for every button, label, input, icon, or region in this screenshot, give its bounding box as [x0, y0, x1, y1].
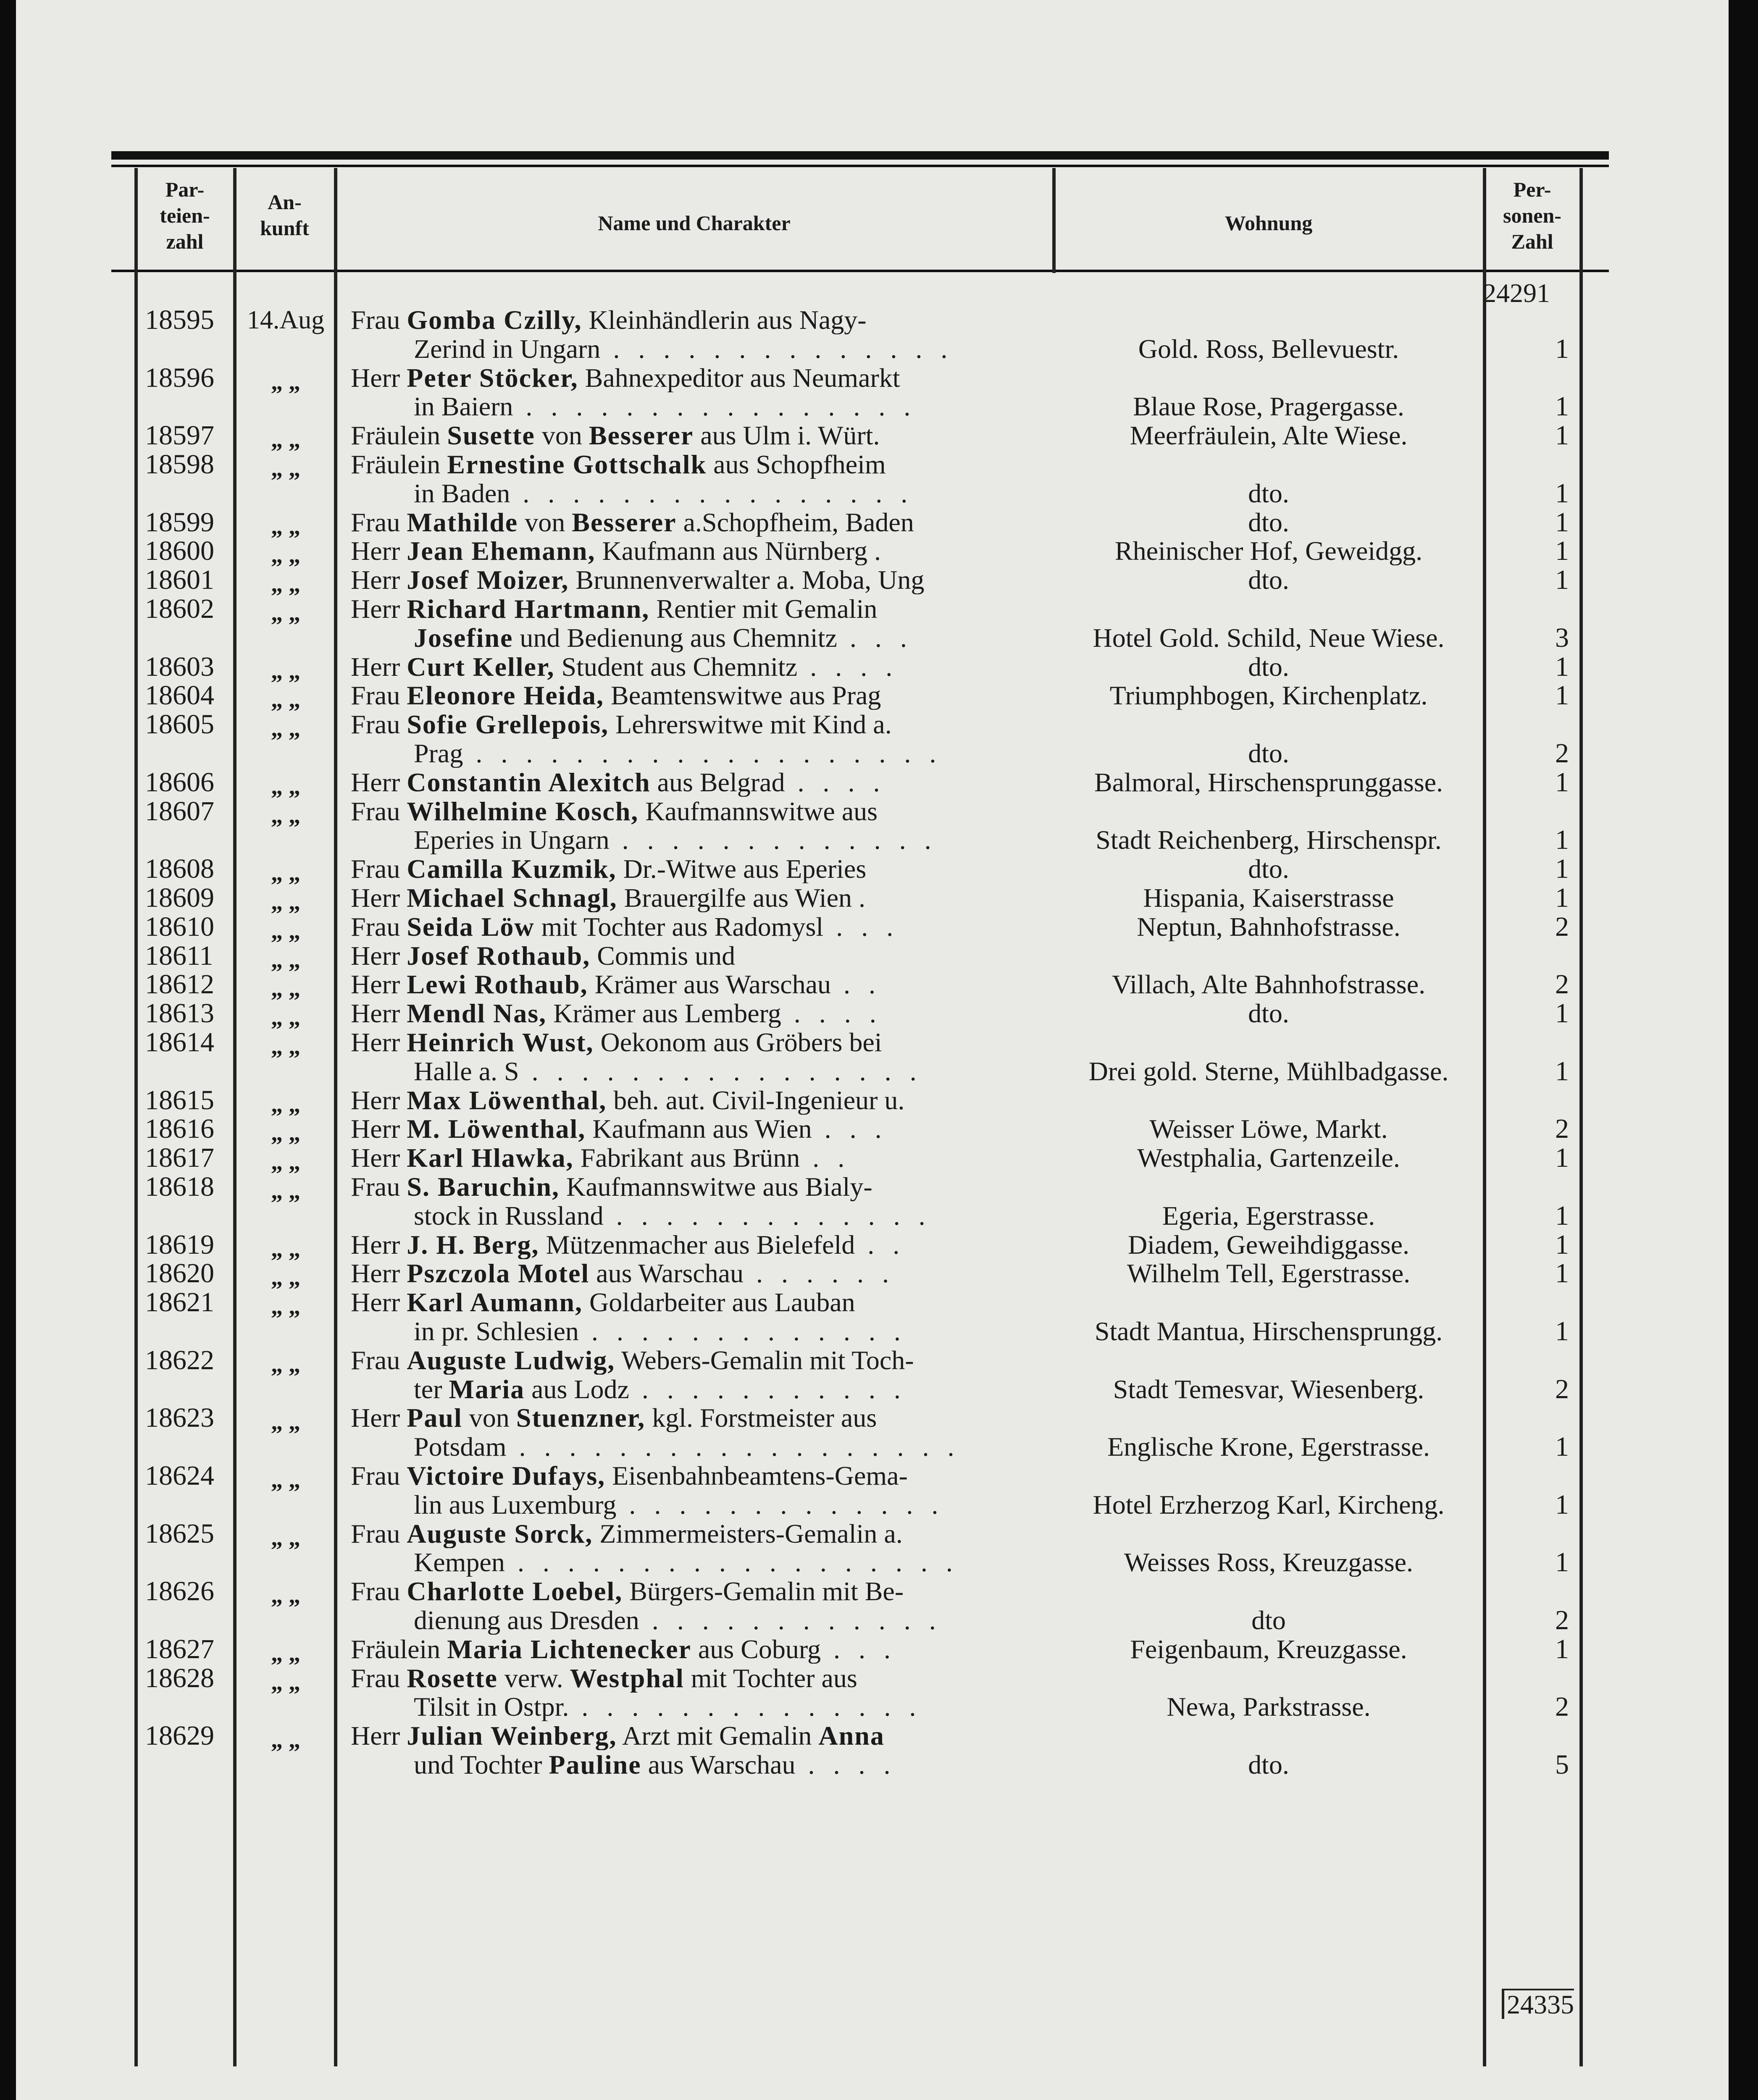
arrival-date: „ „ — [271, 860, 300, 887]
arrival-date: „ „ — [271, 1409, 300, 1436]
person-count: 1 — [1555, 507, 1569, 538]
name-line: Frau Charlotte Loebel, Bürgers-Gemalin mit Be- — [351, 1577, 904, 1606]
name-line: Frau Seida Löw mit Tochter aus Radomysl . . . — [351, 912, 899, 941]
party-number: 18623 — [145, 1402, 214, 1433]
name-line: Herr Karl Aumann, Goldarbeiter aus Lauban — [351, 1288, 855, 1317]
name-line: in Baden . . . . . . . . . . . . . . . . — [414, 479, 914, 508]
residence: dto — [1251, 1606, 1286, 1635]
party-number: 18602 — [145, 593, 214, 624]
name-line: Josefine und Bedienung aus Chemnitz . . . — [414, 623, 913, 652]
arrival-date: „ „ — [271, 918, 300, 944]
party-number: 18597 — [145, 420, 214, 451]
name-line: Frau Camilla Kuzmik, Dr.-Witwe aus Eperies — [351, 855, 867, 884]
arrival-date: „ „ — [271, 600, 300, 626]
name-line: Herr Richard Hartmann, Rentier mit Gemalin — [351, 595, 878, 623]
arrival-date: „ „ — [271, 571, 300, 598]
party-number: 18629 — [145, 1720, 214, 1751]
arrival-date: „ „ — [271, 658, 300, 684]
party-number: 18601 — [145, 564, 214, 596]
name-line: Frau Rosette verw. Westphal mit Tochter aus — [351, 1664, 857, 1693]
name-line: stock in Russland . . . . . . . . . . . . . — [414, 1201, 931, 1230]
name-line: Herr Heinrich Wust, Oekonom aus Gröbers bei — [351, 1028, 882, 1057]
arrival-date: „ „ — [271, 1091, 300, 1118]
party-number: 18614 — [145, 1027, 214, 1058]
name-line: Frau Mathilde von Besserer a.Schopfheim, Baden — [351, 508, 914, 537]
name-line: Herr Mendl Nas, Krämer aus Lemberg . . . . — [351, 999, 882, 1028]
party-number: 18616 — [145, 1113, 214, 1144]
name-line: Eperies in Ungarn . . . . . . . . . . . . . — [414, 826, 937, 855]
person-count: 1 — [1555, 536, 1569, 567]
name-line: Tilsit in Ostpr. . . . . . . . . . . . . . . — [414, 1693, 922, 1722]
party-number: 18599 — [145, 507, 214, 538]
party-number: 18607 — [145, 795, 214, 827]
party-number: 18609 — [145, 882, 214, 913]
residence: Diadem, Geweihdiggasse. — [1127, 1230, 1410, 1259]
person-count: 1 — [1555, 1431, 1569, 1462]
residence: Rheinischer Hof, Geweidgg. — [1114, 537, 1423, 566]
name-line: Frau Eleonore Heida, Beamtenswitwe aus Prag — [351, 681, 881, 710]
name-line: Halle a. S . . . . . . . . . . . . . . . . — [414, 1057, 922, 1086]
residence: Westphalia, Gartenzeile. — [1137, 1144, 1400, 1173]
arrival-date: „ „ — [271, 1034, 300, 1060]
name-line: Potsdam . . . . . . . . . . . . . . . . . . — [414, 1433, 960, 1462]
name-line: Herr Lewi Rothaub, Krämer aus Warschau . . — [351, 970, 881, 999]
arrival-date: „ „ — [271, 687, 300, 713]
name-line: Herr Max Löwenthal, beh. aut. Civil-Ingenieur u. — [351, 1086, 905, 1115]
party-number: 18610 — [145, 911, 214, 942]
person-count: 1 — [1555, 882, 1569, 913]
residence: dto. — [1248, 1751, 1289, 1779]
header-party-count: Par- teien- zahl — [160, 178, 210, 253]
party-number: 18620 — [145, 1258, 214, 1289]
arrival-date: „ „ — [271, 1178, 300, 1204]
residence: dto. — [1248, 999, 1289, 1028]
arrival-date: „ „ — [271, 456, 300, 482]
name-line: in pr. Schlesien . . . . . . . . . . . . . — [414, 1317, 907, 1346]
arrival-date: 14.Aug — [247, 306, 325, 334]
person-count: 2 — [1555, 969, 1569, 1000]
name-line: Herr Constantin Alexitch aus Belgrad . . . . — [351, 768, 886, 797]
name-line: Herr M. Löwenthal, Kaufmann aus Wien . . . — [351, 1115, 888, 1144]
party-number: 18624 — [145, 1460, 214, 1491]
name-line: Kempen . . . . . . . . . . . . . . . . . . — [414, 1548, 959, 1577]
person-count: 1 — [1555, 1200, 1569, 1231]
person-count: 1 — [1555, 1489, 1569, 1520]
party-number: 18625 — [145, 1518, 214, 1549]
party-number: 18618 — [145, 1171, 214, 1202]
person-count: 1 — [1555, 1258, 1569, 1289]
col-line-left — [134, 168, 138, 2066]
residence: Hotel Gold. Schild, Neue Wiese. — [1093, 623, 1445, 652]
person-count: 1 — [1555, 680, 1569, 711]
residence: dto. — [1248, 508, 1289, 537]
arrival-date: „ „ — [271, 802, 300, 829]
party-number: 18605 — [145, 709, 214, 740]
person-count: 1 — [1555, 1055, 1569, 1087]
person-count: 1 — [1555, 998, 1569, 1029]
arrival-date: „ „ — [271, 1120, 300, 1147]
party-number: 18600 — [145, 536, 214, 567]
party-number: 18604 — [145, 680, 214, 711]
name-line: Herr Josef Moizer, Brunnenverwalter a. Moba, Ung — [351, 566, 925, 595]
person-count: 1 — [1555, 853, 1569, 885]
person-count: 2 — [1555, 1691, 1569, 1722]
name-line: Herr Paul von Stuenzner, kgl. Forstmeister aus — [351, 1404, 877, 1433]
person-count: 1 — [1555, 1633, 1569, 1664]
person-count: 1 — [1555, 333, 1569, 364]
person-count: 1 — [1555, 391, 1569, 422]
residence: dto. — [1248, 566, 1289, 595]
name-line: ter Maria aus Lodz . . . . . . . . . . . — [414, 1375, 907, 1404]
arrival-date: „ „ — [271, 1149, 300, 1176]
person-count: 1 — [1555, 1229, 1569, 1260]
name-line: Herr Josef Rothaub, Commis und — [351, 941, 736, 970]
header-residence: Wohnung — [1225, 211, 1313, 235]
party-number: 18627 — [145, 1633, 214, 1664]
person-count: 1 — [1555, 1547, 1569, 1578]
arrival-date: „ „ — [271, 1265, 300, 1291]
name-line: Frau S. Baruchin, Kaufmannswitwe aus Bialy- — [351, 1173, 872, 1201]
name-line: Frau Wilhelmine Kosch, Kaufmannswitwe aus — [351, 797, 878, 826]
person-count: 1 — [1555, 1142, 1569, 1173]
party-number: 18622 — [145, 1344, 214, 1376]
name-line: Herr Peter Stöcker, Bahnexpeditor aus Neumarkt — [351, 363, 900, 392]
party-number: 18617 — [145, 1142, 214, 1173]
residence: Villach, Alte Bahnhofstrasse. — [1112, 970, 1426, 999]
party-number: 18615 — [145, 1084, 214, 1116]
person-count: 1 — [1555, 478, 1569, 509]
party-number: 18596 — [145, 362, 214, 393]
person-count: 2 — [1555, 1113, 1569, 1144]
arrival-date: „ „ — [271, 1351, 300, 1378]
residence: Neptun, Bahnhofstrasse. — [1137, 912, 1401, 941]
residence: Stadt Temesvar, Wiesenberg. — [1113, 1375, 1424, 1404]
person-count: 1 — [1555, 651, 1569, 682]
arrival-date: „ „ — [271, 1467, 300, 1493]
residence: Drei gold. Sterne, Mühlbadgasse. — [1088, 1057, 1449, 1086]
residence: Englische Krone, Egerstrasse. — [1107, 1433, 1430, 1462]
name-line: Frau Auguste Ludwig, Webers-Gemalin mit Toch- — [351, 1346, 914, 1375]
residence: dto. — [1248, 855, 1289, 884]
arrival-date: „ „ — [271, 1640, 300, 1667]
arrival-date: „ „ — [271, 976, 300, 1002]
name-line: Frau Gomba Czilly, Kleinhändlerin aus Nagy- — [351, 306, 867, 334]
person-count: 1 — [1555, 564, 1569, 596]
name-line: und Tochter Pauline aus Warschau . . . . — [414, 1751, 896, 1779]
name-line: Herr Julian Weinberg, Arzt mit Gemalin Anna — [351, 1722, 885, 1751]
arrival-date: „ „ — [271, 773, 300, 800]
residence: Hispania, Kaiserstrasse — [1143, 884, 1394, 912]
residence: Egeria, Egerstrasse. — [1162, 1201, 1375, 1230]
name-line: Prag . . . . . . . . . . . . . . . . . . . — [414, 739, 942, 768]
arrival-date: „ „ — [271, 427, 300, 453]
party-number: 18611 — [145, 940, 213, 971]
person-count: 1 — [1555, 420, 1569, 451]
name-line: Fräulein Susette von Besserer aus Ulm i. Würt. — [351, 421, 880, 450]
residence: Newa, Parkstrasse. — [1167, 1693, 1371, 1722]
header-person-count: Per- sonen- Zahl — [1503, 178, 1561, 253]
carry-out-total: 24335 — [1502, 1989, 1574, 2019]
party-number: 18619 — [145, 1229, 214, 1260]
name-line: Frau Victoire Dufays, Eisenbahnbeamtens-Gema- — [351, 1462, 908, 1490]
name-line: Fräulein Ernestine Gottschalk aus Schopfheim — [351, 450, 886, 479]
name-line: Herr Curt Keller, Student aus Chemnitz . . . . — [351, 652, 899, 681]
party-number: 18598 — [145, 449, 214, 480]
residence: Stadt Reichenberg, Hirschenspr. — [1096, 826, 1442, 855]
name-line: in Baiern . . . . . . . . . . . . . . . . — [414, 392, 917, 421]
person-count: 2 — [1555, 911, 1569, 942]
party-number: 18595 — [145, 304, 214, 335]
residence: Meerfräulein, Alte Wiese. — [1130, 421, 1408, 450]
person-count: 1 — [1555, 824, 1569, 856]
arrival-date: „ „ — [271, 1525, 300, 1551]
arrival-date: „ „ — [271, 1583, 300, 1609]
arrival-date: „ „ — [271, 1727, 300, 1754]
arrival-date: „ „ — [271, 889, 300, 915]
residence: Feigenbaum, Kreuzgasse. — [1130, 1635, 1407, 1664]
party-number: 18628 — [145, 1662, 214, 1693]
party-number: 18603 — [145, 651, 214, 682]
party-number: 18613 — [145, 998, 214, 1029]
name-line: Herr Jean Ehemann, Kaufmann aus Nürnberg . — [351, 537, 881, 566]
name-line: Herr J. H. Berg, Mützenmacher aus Bielefeld . . — [351, 1230, 906, 1259]
party-number: 18606 — [145, 766, 214, 798]
residence: Balmoral, Hirschensprunggasse. — [1094, 768, 1443, 797]
name-line: Herr Michael Schnagl, Brauergilfe aus Wien . — [351, 884, 866, 912]
arrival-date: „ „ — [271, 1236, 300, 1262]
person-count: 2 — [1555, 738, 1569, 769]
arrival-date: „ „ — [271, 542, 300, 569]
party-number: 18612 — [145, 969, 214, 1000]
residence: Wilhelm Tell, Egerstrasse. — [1127, 1259, 1411, 1288]
residence: Triumphbogen, Kirchenplatz. — [1109, 681, 1428, 710]
arrival-date: „ „ — [271, 1669, 300, 1696]
party-number: 18621 — [145, 1287, 214, 1318]
arrival-date: „ „ — [271, 1294, 300, 1320]
top-rule-thin — [111, 165, 1609, 167]
name-line: Frau Auguste Sorck, Zimmermeisters-Gemalin a. — [351, 1519, 903, 1548]
person-count: 3 — [1555, 622, 1569, 653]
name-line: Zerind in Ungarn . . . . . . . . . . . . . . — [414, 334, 954, 363]
name-line: Herr Karl Hlawka, Fabrikant aus Brünn . . — [351, 1144, 851, 1173]
residence: Gold. Ross, Bellevuestr. — [1138, 334, 1399, 363]
name-line: Fräulein Maria Lichtenecker aus Coburg . . . — [351, 1635, 897, 1664]
person-count: 1 — [1555, 1316, 1569, 1347]
carry-in-total: 24291 — [1483, 278, 1550, 308]
party-number: 18608 — [145, 853, 214, 885]
person-count: 2 — [1555, 1373, 1569, 1404]
party-number: 18626 — [145, 1576, 214, 1607]
name-line: Frau Sofie Grellepois, Lehrerswitwe mit Kind a. — [351, 710, 892, 739]
name-line: dienung aus Dresden . . . . . . . . . . . . — [414, 1606, 942, 1635]
arrival-date: „ „ — [271, 1005, 300, 1031]
person-count: 1 — [1555, 766, 1569, 798]
residence: dto. — [1248, 739, 1289, 768]
person-count: 5 — [1555, 1749, 1569, 1780]
residence: Weisser Löwe, Markt. — [1149, 1115, 1388, 1144]
residence: Hotel Erzherzog Karl, Kircheng. — [1093, 1490, 1445, 1519]
arrival-date: „ „ — [271, 716, 300, 742]
header-name-character: Name und Charakter — [598, 211, 791, 235]
top-rule — [111, 151, 1609, 160]
person-count: 2 — [1555, 1605, 1569, 1635]
name-line: Herr Pszczola Motel aus Warschau . . . . . . — [351, 1259, 895, 1288]
residence: Blaue Rose, Pragergasse. — [1133, 392, 1404, 421]
residence: Weisses Ross, Kreuzgasse. — [1124, 1548, 1414, 1577]
residence: dto. — [1248, 479, 1289, 508]
residence: Stadt Mantua, Hirschensprungg. — [1094, 1317, 1443, 1346]
col-line-right — [1579, 168, 1583, 2066]
residence: dto. — [1248, 652, 1289, 681]
header-arrival: An- kunft — [260, 190, 309, 240]
arrival-date: „ „ — [271, 513, 300, 540]
arrival-date: „ „ — [271, 947, 300, 973]
name-line: lin aus Luxemburg . . . . . . . . . . . . . — [414, 1490, 944, 1519]
arrival-date: „ „ — [271, 369, 300, 395]
